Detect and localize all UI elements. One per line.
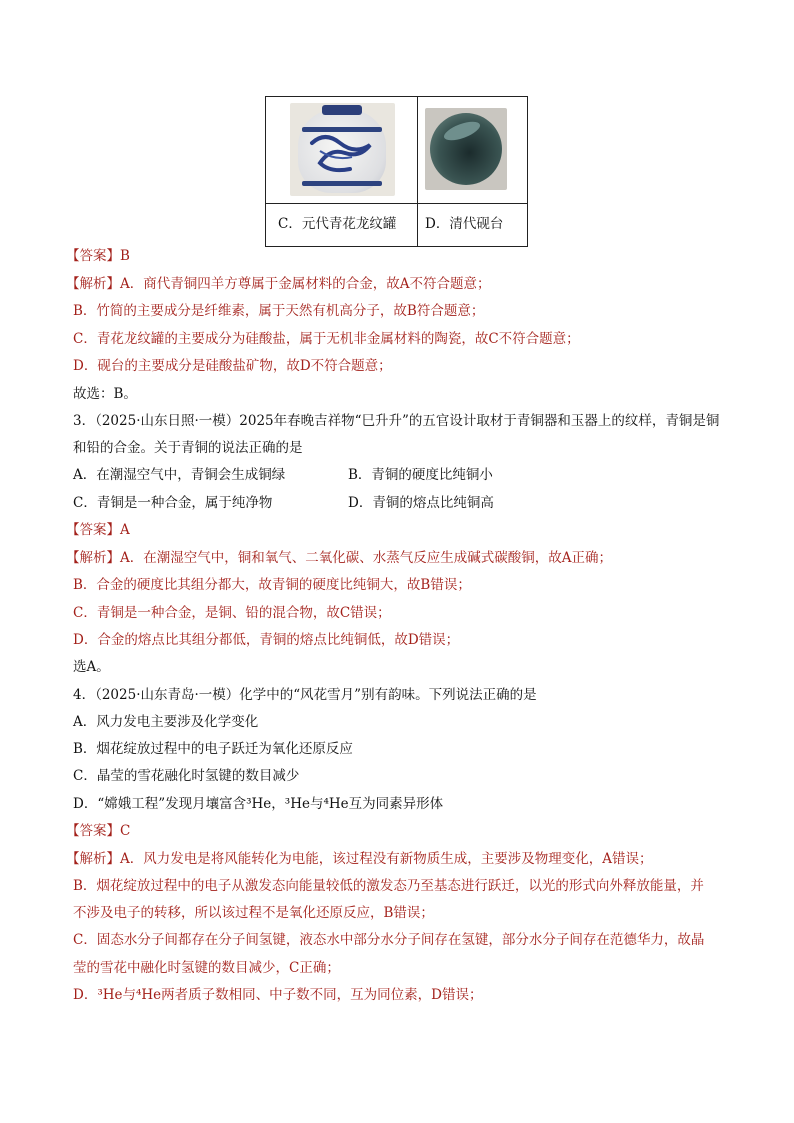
- analysis-line: B．合金的硬度比其组分都大，故青铜的硬度比纯铜大，故B错误；: [73, 577, 471, 593]
- analysis-line: D．合金的熔点比其组分都低，青铜的熔点比纯铜低，故D错误；: [73, 632, 460, 648]
- inkstone-image: [425, 108, 507, 190]
- table-divider: [266, 203, 527, 204]
- answer-line: 【答案】B: [66, 248, 130, 264]
- analysis-line: B．竹简的主要成分是纤维素，属于天然有机高分子，故B符合题意；: [73, 303, 485, 319]
- analysis-line: 【解析】A．风力发电是将风能转化为电能，该过程没有新物质生成，主要涉及物理变化，A错误；: [66, 851, 653, 867]
- option-d: D．青铜的熔点比纯铜高: [348, 495, 494, 511]
- option-b: B．烟花绽放过程中的电子跃迁为氧化还原反应: [73, 741, 353, 757]
- analysis-line: D．³He与⁴He两者质子数相同、中子数不同，互为同位素，D错误；: [73, 987, 483, 1003]
- analysis-line: 不涉及电子的转移，所以该过程不是氧化还原反应，B错误；: [73, 905, 434, 921]
- option-a: A．风力发电主要涉及化学变化: [73, 714, 259, 730]
- conclusion-line: 故选：B。: [73, 386, 137, 402]
- conclusion-line: 选A。: [73, 659, 110, 675]
- question-3-stem: 和铅的合金。关于青铜的说法正确的是: [73, 440, 303, 456]
- answer-line: 【答案】C: [66, 823, 131, 839]
- analysis-line: C．青花龙纹罐的主要成分为硅酸盐，属于无机非金属材料的陶瓷，故C不符合题意；: [73, 331, 580, 347]
- analysis-line: 【解析】A．商代青铜四羊方尊属于金属材料的合金，故A不符合题意；: [66, 276, 491, 292]
- table-divider: [417, 97, 418, 246]
- option-c: C．晶莹的雪花融化时氢键的数目减少: [73, 768, 300, 784]
- answer-line: 【答案】A: [66, 522, 130, 538]
- question-3-stem: 3．（2025·山东日照·一模）2025年春晚吉祥物“巳升升”的五官设计取材于青铜器和玉器上的纹样，青铜是铜: [73, 413, 720, 429]
- question-4-stem: 4．（2025·山东青岛·一模）化学中的“风花雪月”别有韵味。下列说法正确的是: [73, 687, 537, 703]
- image-table: [265, 96, 528, 247]
- analysis-line: 莹的雪花中融化时氢键的数目减少，C正确；: [73, 960, 340, 976]
- vase-image: [290, 103, 395, 196]
- analysis-line: 【解析】A．在潮湿空气中，铜和氧气、二氧化碳、水蒸气反应生成碱式碳酸铜，故A正确；: [66, 550, 612, 566]
- analysis-line: C．青铜是一种合金，是铜、铅的混合物，故C错误；: [73, 605, 391, 621]
- analysis-line: D．砚台的主要成分是硅酸盐矿物，故D不符合题意；: [73, 358, 392, 374]
- option-c: C．青铜是一种合金，属于纯净物: [73, 495, 273, 511]
- analysis-line: B．烟花绽放过程中的电子从激发态向能量较低的激发态乃至基态进行跃迁，以光的形式向外释放能量，并: [73, 878, 704, 894]
- caption-c: C．元代青花龙纹罐: [278, 216, 397, 232]
- option-a: A．在潮湿空气中，青铜会生成铜绿: [73, 467, 286, 483]
- caption-d: D．清代砚台: [425, 216, 504, 232]
- option-b: B．青铜的硬度比纯铜小: [348, 467, 493, 483]
- option-d: D．“嫦娥工程”发现月壤富含³He，³He与⁴He互为同素异形体: [73, 796, 444, 812]
- analysis-line: C．固态水分子间都存在分子间氢键，液态水中部分水分子间存在氢键，部分水分子间存在范德华力，故晶: [73, 932, 705, 948]
